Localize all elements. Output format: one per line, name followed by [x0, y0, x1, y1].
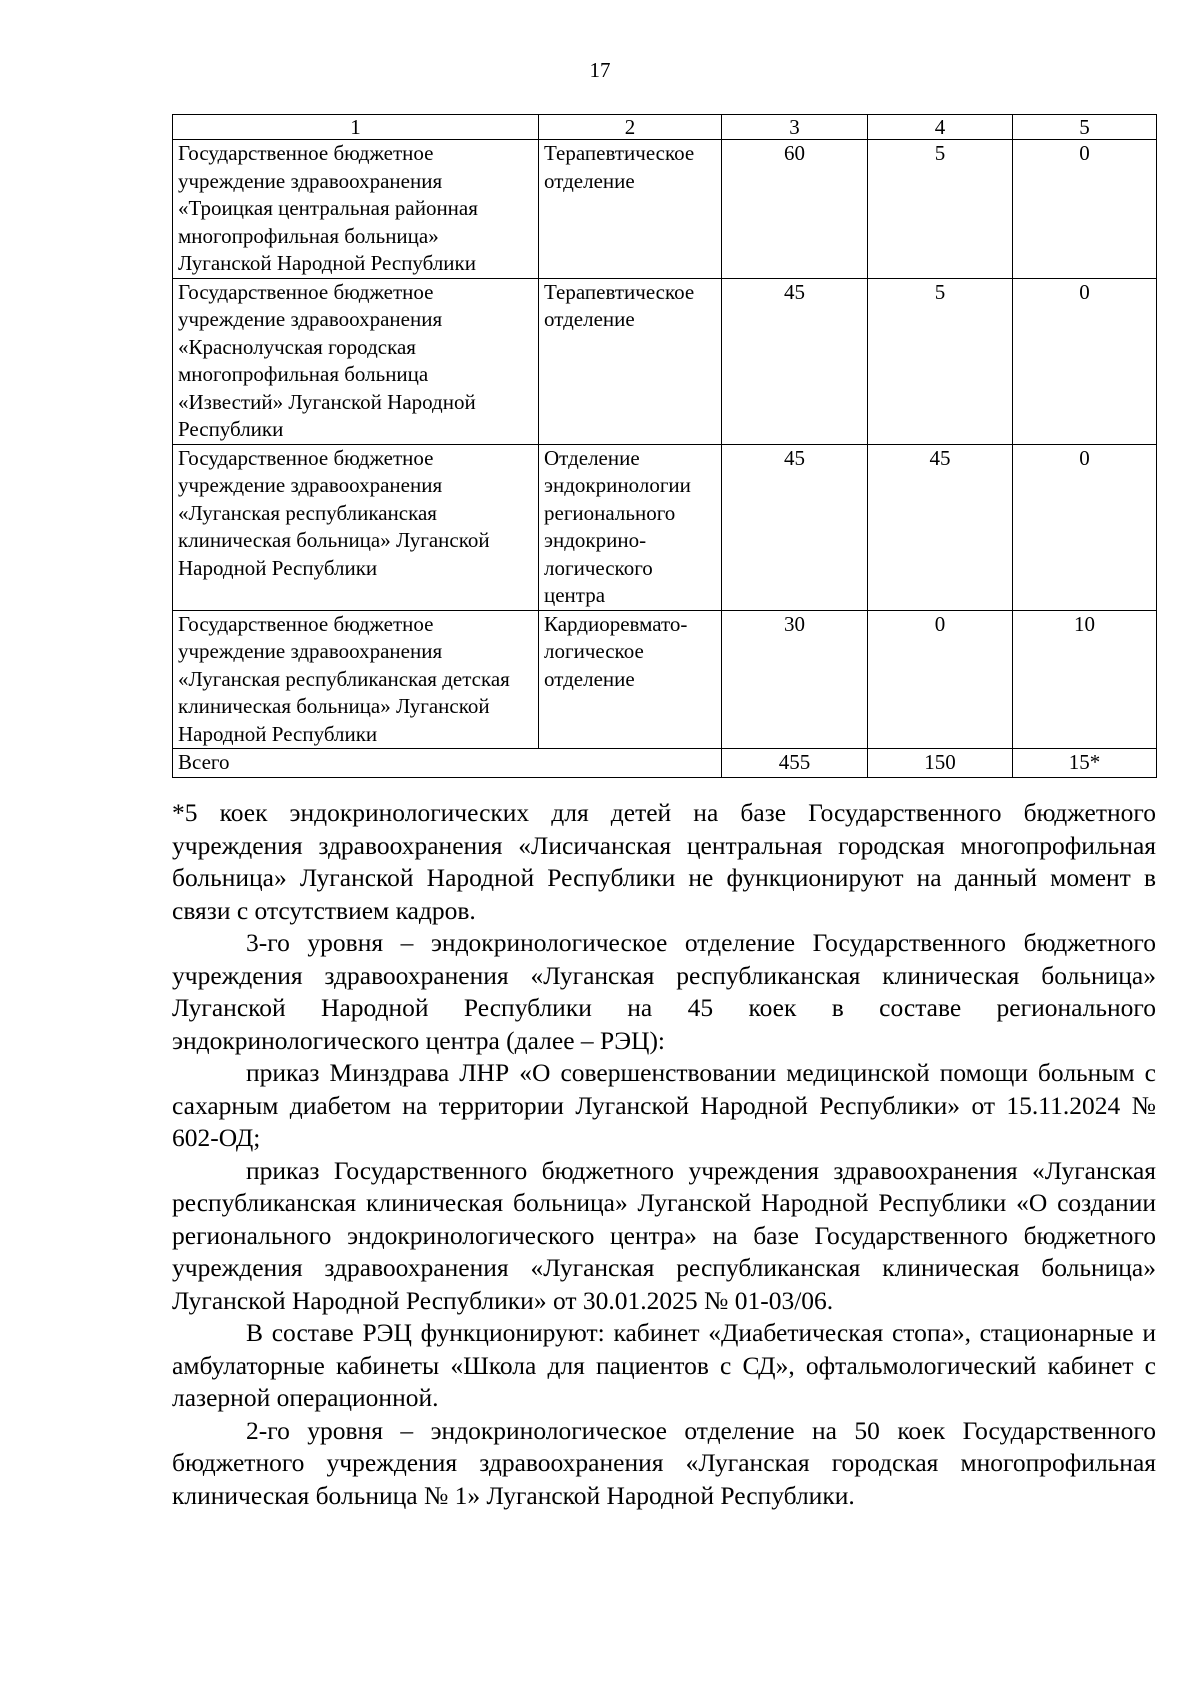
institution-cell: Государственное бюджетное учреждение здравоохранения «Луганская республиканская детская клиническая больница» Луганской Народной Республики [173, 610, 539, 749]
table-row [173, 610, 1157, 749]
total-cell-5: 15* [1013, 749, 1157, 778]
value-cell-5: 10 [1013, 610, 1157, 749]
total-cell-3: 455 [722, 749, 868, 778]
value-cell-5: 0 [1013, 444, 1157, 610]
footnote-paragraph: *5 коек эндокринологических для детей на базе Государственного бюджетного учреждения здравоохранения «Лисичанская центральная городская многопрофильная больница» Луганской Народной Республики не функционируют на данный момент в связи с отсутствием кадров. [172, 798, 1156, 925]
level2-paragraph: 2-го уровня – эндокринологическое отделение на 50 коек Государственного бюджетного учреждения здравоохранения «Луганская городская многопрофильная клиническая больница № 1» Луганской Народной Республики. [172, 1415, 1156, 1510]
body-text [172, 797, 1156, 1512]
institution-cell: Государственное бюджетное учреждение здравоохранения «Троицкая центральная районная многопрофильная больница» Луганской Народной Республики [173, 140, 539, 279]
value-cell-5: 0 [1013, 278, 1157, 444]
value-cell-4: 5 [868, 278, 1013, 444]
value-cell-4: 5 [868, 140, 1013, 279]
institution-cell: Государственное бюджетное учреждение здравоохранения «Краснолучская городская многопрофильная больница «Известий» Луганской Народной Республики [173, 278, 539, 444]
table-header-row [173, 115, 1157, 140]
header-cell-3: 3 [722, 115, 868, 140]
level3-paragraph: 3-го уровня – эндокринологическое отделение Государственного бюджетного учреждения здравоохранения «Луганская республиканская клиническая больница» Луганской Народной Республики на 45 коек в составе регионального эндокринологического центра (далее – РЭЦ): [172, 928, 1156, 1055]
total-row [173, 749, 1157, 778]
value-cell-3: 30 [722, 610, 868, 749]
order1-paragraph: приказ Минздрава ЛНР «О совершенствовании медицинской помощи больным с сахарным диабетом на территории Луганской Народной Республики» от 15.11.2024 № 602-ОД; [172, 1058, 1156, 1152]
header-cell-4: 4 [868, 115, 1013, 140]
order2-paragraph: приказ Государственного бюджетного учреждения здравоохранения «Луганская республиканская клиническая больница» Луганской Народной Республики «О создании регионального эндокринологического центра» на базе Государственного бюджетного учреждения здравоохранения «Луганская республиканская клиническая больница» Луганской Народной Республики» от 30.01.2025 № 01-03/06. [172, 1155, 1156, 1315]
value-cell-4: 0 [868, 610, 1013, 749]
table-row [173, 278, 1157, 444]
value-cell-3: 45 [722, 278, 868, 444]
total-cell-4: 150 [868, 749, 1013, 778]
value-cell-3: 60 [722, 140, 868, 279]
value-cell-4: 45 [868, 444, 1013, 610]
header-cell-1: 1 [173, 115, 539, 140]
rec-composition-paragraph: В составе РЭЦ функционируют: кабинет «Диабетическая стопа», стационарные и амбулаторные кабинеты «Школа для пациентов с СД», офтальмологический кабинет с лазерной операционной. [172, 1318, 1156, 1412]
department-cell: Кардиоревмато-логическое отделение [539, 610, 722, 749]
page-number: 17 [589, 58, 611, 82]
value-cell-3: 45 [722, 444, 868, 610]
header-cell-2: 2 [539, 115, 722, 140]
table-row [173, 140, 1157, 279]
institution-cell: Государственное бюджетное учреждение здравоохранения «Луганская республиканская клиническая больница» Луганской Народной Республики [173, 444, 539, 610]
total-label: Всего [173, 749, 722, 778]
table-row [173, 444, 1157, 610]
beds-table [172, 114, 1157, 778]
department-cell: Терапевтическое отделение [539, 278, 722, 444]
department-cell: Отделение эндокринологии регионального эндокрино-логического центра [539, 444, 722, 610]
value-cell-5: 0 [1013, 140, 1157, 279]
header-cell-5: 5 [1013, 115, 1157, 140]
department-cell: Терапевтическое отделение [539, 140, 722, 279]
